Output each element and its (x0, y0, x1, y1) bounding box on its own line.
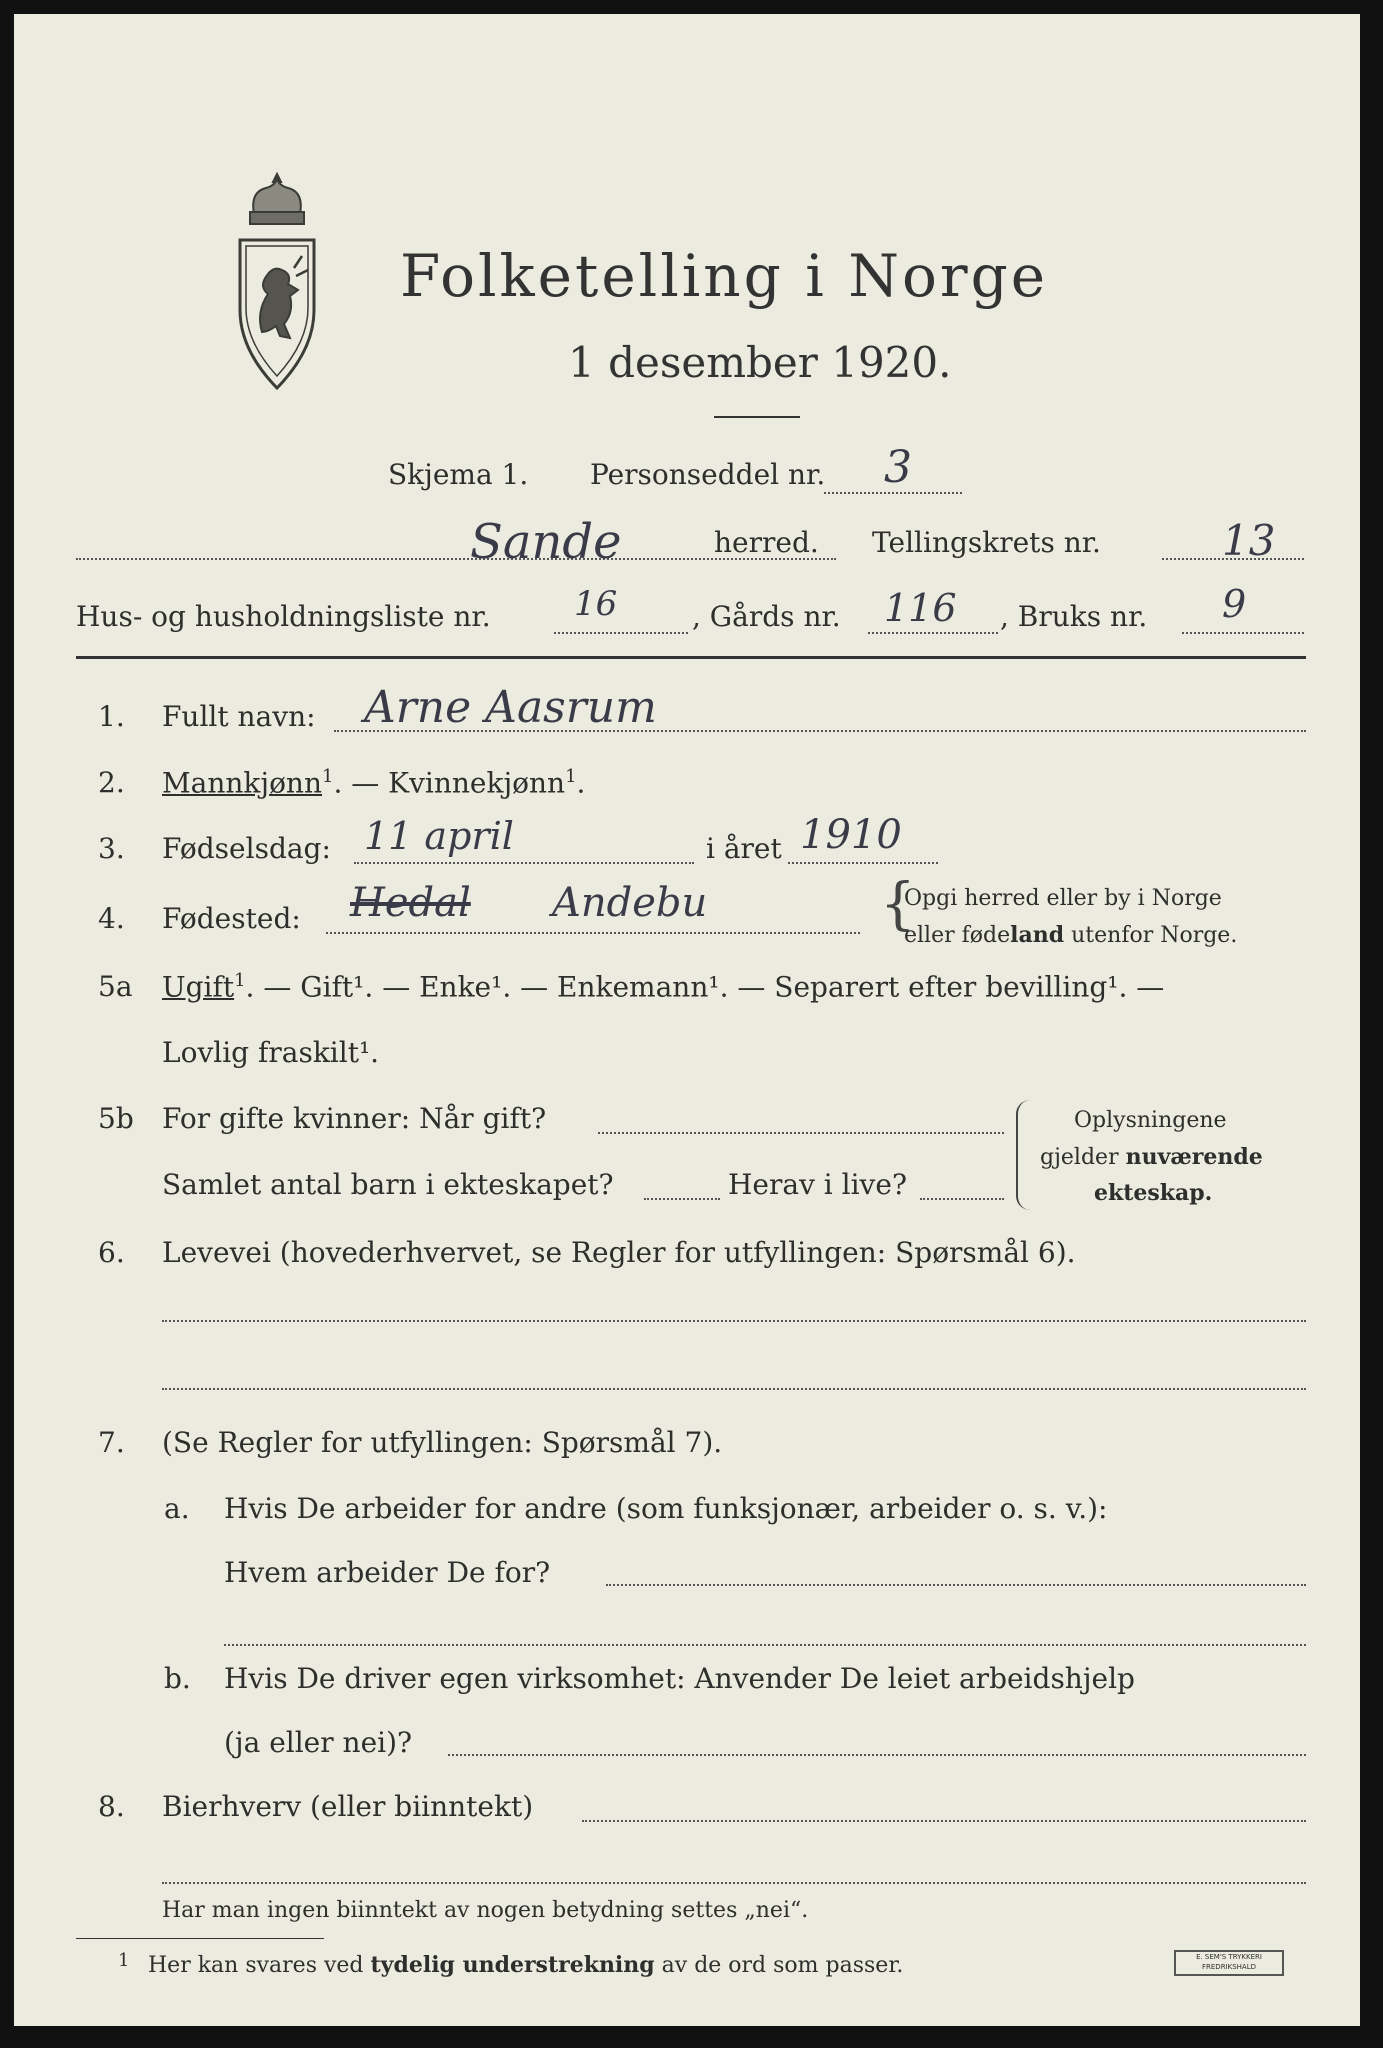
census-form (14, 14, 1360, 2026)
personseddel-value[interactable]: 3 (884, 442, 912, 493)
q4-line (326, 932, 860, 934)
footnote-number: 1 (118, 1950, 130, 1971)
gender-separator: . — (333, 766, 389, 800)
birthplace-struck-value: Hedal (350, 880, 471, 926)
q5b-when-line[interactable] (598, 1132, 1004, 1134)
q2-number: 2. (98, 766, 125, 799)
form-title: Folketelling i Norge (400, 242, 1049, 310)
q7a-employer-label: Hvem arbeider De for? (224, 1556, 551, 1589)
q6-label: Levevei (hovederhvervet, se Regler for utfyllingen: Spørsmål 6). (162, 1236, 1076, 1269)
q5b-children-label: Samlet antal barn i ekteskapet? (162, 1168, 614, 1201)
q8-label: Bierhverv (eller biinntekt) (162, 1790, 534, 1823)
gards-label: , Gårds nr. (692, 600, 841, 633)
year-label: i året (706, 832, 782, 865)
husliste-value[interactable]: 16 (574, 584, 618, 624)
marital-ugift-option[interactable]: Ugift (162, 970, 235, 1004)
q4-number: 4. (98, 902, 125, 935)
q4-note-part1: eller føde (904, 923, 1011, 948)
q7b-question: Hvis De driver egen virksomhet: Anvender De leiet arbeidshjelp (224, 1662, 1135, 1695)
footnote-part2: av de ord som passer. (654, 1953, 904, 1978)
q4-note-line2 (904, 922, 1237, 948)
header-divider (76, 656, 1306, 659)
bruks-line (1182, 632, 1304, 634)
husliste-label: Hus- og husholdningsliste nr. (76, 600, 491, 633)
q5b-note-line1: Oplysningene (1074, 1108, 1227, 1133)
gards-value[interactable]: 116 (884, 586, 957, 630)
q8-number: 8. (98, 1790, 125, 1823)
q6-line2[interactable] (162, 1388, 1306, 1390)
birthplace-value[interactable]: Andebu (552, 880, 708, 926)
herred-value[interactable]: Sande (470, 514, 622, 570)
q5b-brace (1016, 1100, 1038, 1210)
coat-of-arms-icon (232, 172, 322, 394)
gender-female-option[interactable]: Kvinnekjønn (388, 766, 566, 800)
gender-options: Mannkjønn$^1$. — Kvinnekjønn$^1$. (162, 766, 586, 800)
q5b-note-line3: ekteskap. (1094, 1180, 1213, 1206)
census-date: 1 desember 1920. (568, 338, 952, 387)
footnote-bold: tydelig understrekning (370, 1952, 655, 1978)
q7b-letter: b. (164, 1662, 191, 1695)
q5a-number: 5a (98, 970, 133, 1003)
q8-line[interactable] (582, 1820, 1306, 1822)
q4-label: Fødested: (162, 902, 301, 935)
tellingskrets-value[interactable]: 13 (1222, 516, 1276, 565)
q5b-alive-line[interactable] (920, 1198, 1004, 1200)
q5b-number: 5b (98, 1102, 134, 1135)
personseddel-label: Personseddel nr. (590, 458, 826, 491)
q1-number: 1. (98, 700, 125, 733)
birthday-value[interactable]: 11 april (364, 814, 514, 858)
q4-note-line1: Opgi herred eller by i Norge (904, 886, 1222, 911)
q5b-note-line2 (1040, 1144, 1263, 1170)
q7a-letter: a. (164, 1492, 190, 1525)
tellingskrets-label: Tellingskrets nr. (872, 526, 1101, 559)
q5b-alive-label: Herav i live? (728, 1168, 907, 1201)
husliste-line (554, 632, 688, 634)
q3-year-line (788, 862, 938, 864)
q7a-employer-line[interactable] (606, 1584, 1306, 1586)
q7a-question: Hvis De arbeider for andre (som funksjonær, arbeider o. s. v.): (224, 1492, 1108, 1525)
q4-note-bold: land (1010, 922, 1065, 948)
gards-line (868, 632, 998, 634)
title-divider (714, 416, 800, 418)
q6-number: 6. (98, 1236, 125, 1269)
q7b-answer-label: (ja eller nei)? (224, 1726, 413, 1759)
q3-day-line (354, 862, 694, 864)
q3-label: Fødselsdag: (162, 832, 331, 865)
gender-end: . (576, 766, 586, 800)
q4-brace: { (880, 872, 916, 937)
footnote-text (148, 1952, 903, 1978)
q5b-when-married-label: For gifte kvinner: Når gift? (162, 1102, 547, 1135)
q1-label: Fullt navn: (162, 700, 316, 733)
q5b-children-line[interactable] (644, 1198, 720, 1200)
footer-note: Har man ingen biinntekt av nogen betydning settes „nei“. (162, 1898, 809, 1923)
q6-line1[interactable] (162, 1320, 1306, 1322)
q8-line2[interactable] (162, 1882, 1306, 1884)
marital-options-rest: . — Gift¹. — Enke¹. — Enkemann¹. — Separert efter bevilling¹. — (245, 970, 1165, 1004)
gender-male-option[interactable]: Mannkjønn (162, 766, 323, 800)
footnote-divider (76, 1938, 324, 1939)
printer-stamp: E. SEM'S TRYKKERI FREDRIKSHALD (1174, 1950, 1284, 1976)
bruks-label: , Bruks nr. (1000, 600, 1148, 633)
q3-number: 3. (98, 832, 125, 865)
q7b-answer-line[interactable] (448, 1754, 1306, 1756)
q7a-line2[interactable] (224, 1644, 1306, 1646)
birth-year-value[interactable]: 1910 (800, 812, 902, 858)
bruks-value[interactable]: 9 (1222, 582, 1247, 626)
q5b-note-part: gjelder (1040, 1145, 1126, 1170)
herred-label: herred. (714, 526, 819, 559)
q7-label: (Se Regler for utfyllingen: Spørsmål 7). (162, 1426, 723, 1459)
footnote-part1: Her kan svares ved (148, 1953, 371, 1978)
marital-options: Ugift$^1$. — Gift¹. — Enke¹. — Enkemann¹. — Separert efter bevilling¹. — (162, 970, 1165, 1004)
marital-divorced-option[interactable]: Lovlig fraskilt¹. (162, 1036, 380, 1069)
skjema-label: Skjema 1. (388, 458, 529, 491)
full-name-value[interactable]: Arne Aasrum (364, 682, 657, 733)
q7-number: 7. (98, 1426, 125, 1459)
q4-note-part2: utenfor Norge. (1064, 923, 1238, 948)
q5b-note-bold: nuværende (1125, 1144, 1263, 1170)
